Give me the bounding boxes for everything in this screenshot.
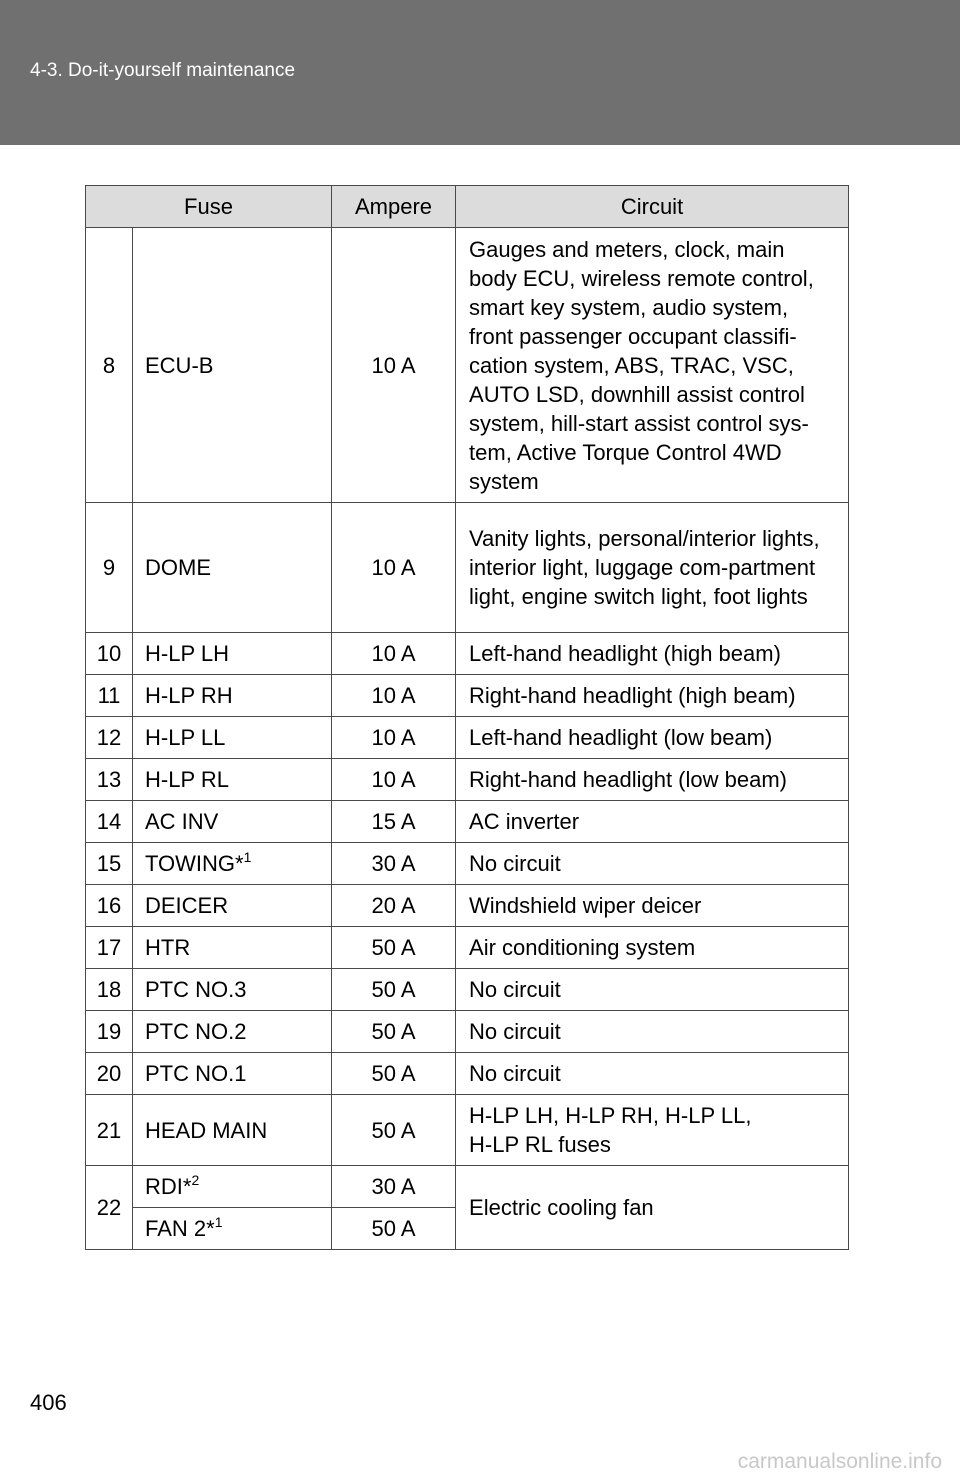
fuse-ampere: 10 A <box>332 503 456 633</box>
table-header-row <box>86 186 849 228</box>
fuse-circuit: No circuit <box>456 1011 849 1053</box>
fuse-circuit: Electric cooling fan <box>456 1166 849 1250</box>
fuse-circuit: Windshield wiper deicer <box>456 885 849 927</box>
table-row <box>86 633 849 675</box>
fuse-name <box>133 843 332 885</box>
fuse-ampere: 50 A <box>332 927 456 969</box>
fuse-number: 11 <box>86 675 133 717</box>
fuse-name-text: TOWING* <box>145 851 244 876</box>
table-row <box>86 228 849 503</box>
fuse-ampere: 30 A <box>332 843 456 885</box>
fuse-ampere: 50 A <box>332 969 456 1011</box>
fuse-ampere: 10 A <box>332 633 456 675</box>
fuse-ampere: 50 A <box>332 1053 456 1095</box>
fuse-circuit: Left-hand headlight (high beam) <box>456 633 849 675</box>
fuse-number: 20 <box>86 1053 133 1095</box>
fuse-number: 16 <box>86 885 133 927</box>
fuse-name: PTC NO.2 <box>133 1011 332 1053</box>
fuse-name: AC INV <box>133 801 332 843</box>
fuse-number: 15 <box>86 843 133 885</box>
fuse-ampere: 10 A <box>332 759 456 801</box>
fuse-ampere: 10 A <box>332 717 456 759</box>
table-row <box>86 1095 849 1166</box>
fuse-circuit <box>456 1095 849 1166</box>
fuse-circuit-line: H-LP LH, H-LP RH, H-LP LL, <box>469 1103 752 1128</box>
footnote-marker: 2 <box>191 1172 200 1188</box>
page-number: 406 <box>30 1390 67 1415</box>
fuse-circuit: Air conditioning system <box>456 927 849 969</box>
fuse-ampere: 15 A <box>332 801 456 843</box>
footnote-marker: 1 <box>214 1214 223 1230</box>
fuse-table <box>85 185 849 1250</box>
header-fuse: Fuse <box>86 186 332 228</box>
fuse-circuit: AC inverter <box>456 801 849 843</box>
fuse-name: PTC NO.1 <box>133 1053 332 1095</box>
fuse-ampere: 10 A <box>332 228 456 503</box>
fuse-name-text: RDI* <box>145 1174 192 1199</box>
fuse-name <box>133 1166 332 1208</box>
footnote-marker: 1 <box>243 849 252 865</box>
header-circuit: Circuit <box>456 186 849 228</box>
fuse-name: PTC NO.3 <box>133 969 332 1011</box>
fuse-circuit: Right-hand headlight (high beam) <box>456 675 849 717</box>
fuse-number: 10 <box>86 633 133 675</box>
fuse-number: 17 <box>86 927 133 969</box>
fuse-number: 18 <box>86 969 133 1011</box>
table-row <box>86 503 849 633</box>
fuse-number: 14 <box>86 801 133 843</box>
fuse-name: H-LP LL <box>133 717 332 759</box>
fuse-number: 13 <box>86 759 133 801</box>
fuse-name: H-LP RL <box>133 759 332 801</box>
watermark: carmanualsonline.info <box>737 1450 942 1473</box>
fuse-ampere: 50 A <box>332 1011 456 1053</box>
fuse-circuit: Gauges and meters, clock, main body ECU, wireless remote control, smart key system, audio system, front passenger occupant classifi-cation system, ABS, TRAC, VSC, AUTO LSD, downhill assist control system, hill-start assist control sys-tem, Active Torque Control 4WD system <box>456 228 849 503</box>
fuse-circuit: Vanity lights, personal/interior lights, interior light, luggage com-partment light, engine switch light, foot lights <box>456 503 849 633</box>
table-row <box>86 1053 849 1095</box>
fuse-number: 21 <box>86 1095 133 1166</box>
fuse-circuit: Left-hand headlight (low beam) <box>456 717 849 759</box>
fuse-ampere: 50 A <box>332 1208 456 1250</box>
fuse-ampere: 50 A <box>332 1095 456 1166</box>
fuse-number: 9 <box>86 503 133 633</box>
fuse-name: DEICER <box>133 885 332 927</box>
fuse-name: ECU-B <box>133 228 332 503</box>
fuse-name: HTR <box>133 927 332 969</box>
table-row <box>86 1166 849 1208</box>
header-band <box>0 0 960 145</box>
fuse-circuit: No circuit <box>456 1053 849 1095</box>
fuse-name: HEAD MAIN <box>133 1095 332 1166</box>
fuse-ampere: 20 A <box>332 885 456 927</box>
fuse-name-text: FAN 2* <box>145 1216 215 1241</box>
fuse-number: 8 <box>86 228 133 503</box>
fuse-number: 22 <box>86 1166 133 1250</box>
fuse-name: DOME <box>133 503 332 633</box>
fuse-name <box>133 1208 332 1250</box>
table-row <box>86 759 849 801</box>
table-row <box>86 801 849 843</box>
fuse-circuit: No circuit <box>456 969 849 1011</box>
table-row <box>86 843 849 885</box>
fuse-circuit-line: H-LP RL fuses <box>469 1132 611 1157</box>
fuse-name: H-LP RH <box>133 675 332 717</box>
section-title: 4-3. Do-it-yourself maintenance <box>30 60 296 81</box>
fuse-circuit: No circuit <box>456 843 849 885</box>
table-row <box>86 675 849 717</box>
fuse-ampere: 10 A <box>332 675 456 717</box>
fuse-name: H-LP LH <box>133 633 332 675</box>
table-row <box>86 717 849 759</box>
fuse-number: 12 <box>86 717 133 759</box>
fuse-number: 19 <box>86 1011 133 1053</box>
fuse-ampere: 30 A <box>332 1166 456 1208</box>
table-row <box>86 1011 849 1053</box>
table-row <box>86 969 849 1011</box>
table-row <box>86 885 849 927</box>
header-ampere: Ampere <box>332 186 456 228</box>
fuse-circuit: Right-hand headlight (low beam) <box>456 759 849 801</box>
table-row <box>86 927 849 969</box>
